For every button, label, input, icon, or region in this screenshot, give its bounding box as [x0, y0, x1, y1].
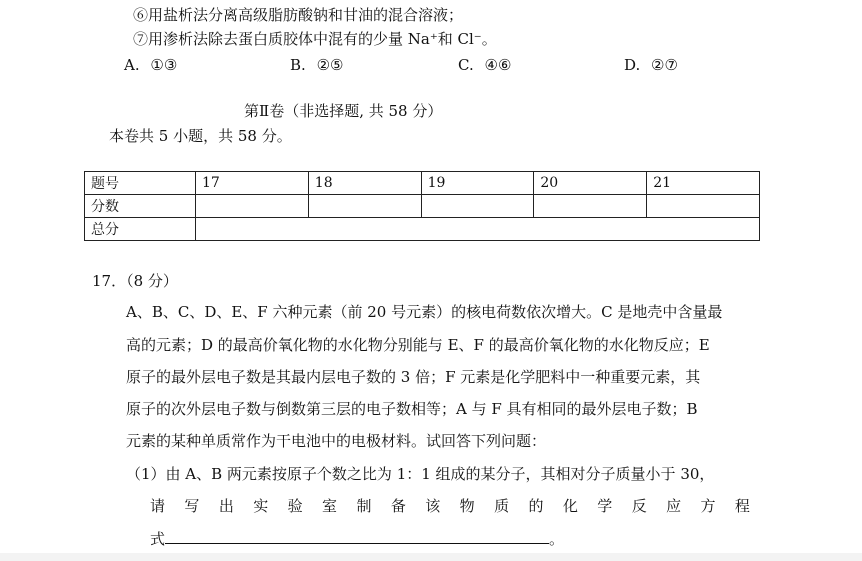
row-label-total: 总分 — [85, 218, 196, 241]
option-b — [290, 56, 343, 74]
table-row — [85, 195, 760, 218]
question-number-17: 17 — [196, 172, 309, 195]
spaced-char: 备 — [390, 497, 406, 515]
option-a-letter: A. — [124, 56, 140, 74]
spaced-char: 的 — [528, 497, 544, 515]
score-table — [84, 171, 760, 241]
spaced-char: 该 — [425, 497, 441, 515]
option-c — [458, 56, 511, 74]
question-number-19: 19 — [421, 172, 534, 195]
question-17-line-1: A、B、C、D、E、F 六种元素（前 20 号元素）的核电荷数依次增大。C 是地壳中含量最 — [126, 303, 723, 321]
option-c-letter: C. — [458, 56, 474, 74]
spaced-char: 学 — [597, 497, 613, 515]
option-a — [124, 56, 177, 74]
spaced-char: 请 — [150, 497, 166, 515]
item-7-text: ⑦用渗析法除去蛋白质胶体中混有的少量 Na⁺和 Cl⁻。 — [133, 30, 497, 48]
question-17-line-4: 原子的次外层电子数与倒数第三层的电子数相等；A 与 F 具有相同的最外层电子数；B — [126, 400, 698, 418]
sub-question-1-answer-line — [150, 528, 564, 550]
spaced-char: 室 — [322, 497, 338, 515]
score-cell — [308, 195, 421, 218]
question-number-18: 18 — [308, 172, 421, 195]
score-cell — [196, 195, 309, 218]
table-row — [85, 218, 760, 241]
option-c-value: ④⑥ — [484, 56, 512, 74]
option-d — [624, 56, 678, 74]
section-title: 第Ⅱ卷（非选择题, 共 58 分） — [244, 102, 443, 120]
spaced-char: 程 — [734, 497, 750, 515]
score-cell — [534, 195, 647, 218]
question-17-header: 17．（8 分） — [92, 272, 178, 290]
option-d-value: ②⑦ — [651, 56, 678, 74]
spaced-char: 出 — [218, 497, 234, 515]
spaced-char: 化 — [562, 497, 578, 515]
option-b-value: ②⑤ — [316, 56, 344, 74]
row-label-question-number: 题号 — [85, 172, 196, 195]
spaced-char: 方 — [700, 497, 716, 515]
question-17-line-2: 高的元素；D 的最高价氧化物的水化物分别能与 E、F 的最高价氧化物的水化物反应；E — [126, 336, 710, 354]
section-subtitle: 本卷共 5 小题，共 58 分。 — [109, 127, 292, 145]
item-6-text: ⑥用盐析法分离高级脂肪酸钠和甘油的混合溶液； — [133, 6, 464, 24]
sub-question-1: （1）由 A、B 两元素按原子个数之比为 1：1 组成的某分子，其相对分子质量小于 30， — [126, 465, 715, 483]
answer-prefix: 式 — [150, 530, 166, 548]
spaced-char: 验 — [287, 497, 303, 515]
option-d-letter: D. — [624, 56, 641, 74]
answer-blank[interactable] — [165, 529, 549, 544]
total-score-cell — [196, 218, 760, 241]
score-cell — [421, 195, 534, 218]
table-row — [85, 172, 760, 195]
question-number-20: 20 — [534, 172, 647, 195]
sub-question-1-spaced-line — [150, 495, 750, 517]
page-bottom-strip — [0, 553, 862, 561]
answer-suffix: 。 — [549, 530, 565, 548]
spaced-char: 质 — [494, 497, 510, 515]
spaced-char: 写 — [184, 497, 200, 515]
spaced-char: 实 — [253, 497, 269, 515]
spaced-char: 物 — [459, 497, 475, 515]
question-17-line-5: 元素的某种单质常作为干电池中的电极材料。试回答下列问题： — [126, 432, 547, 450]
spaced-char: 反 — [631, 497, 647, 515]
row-label-score: 分数 — [85, 195, 196, 218]
question-17-line-3: 原子的最外层电子数是其最内层电子数的 3 倍；F 元素是化学肥料中一种重要元素，其 — [126, 368, 701, 386]
question-number-21: 21 — [647, 172, 760, 195]
score-cell — [647, 195, 760, 218]
spaced-char: 应 — [666, 497, 682, 515]
option-a-value: ①③ — [150, 56, 178, 74]
spaced-char: 制 — [356, 497, 372, 515]
option-b-letter: B. — [290, 56, 306, 74]
